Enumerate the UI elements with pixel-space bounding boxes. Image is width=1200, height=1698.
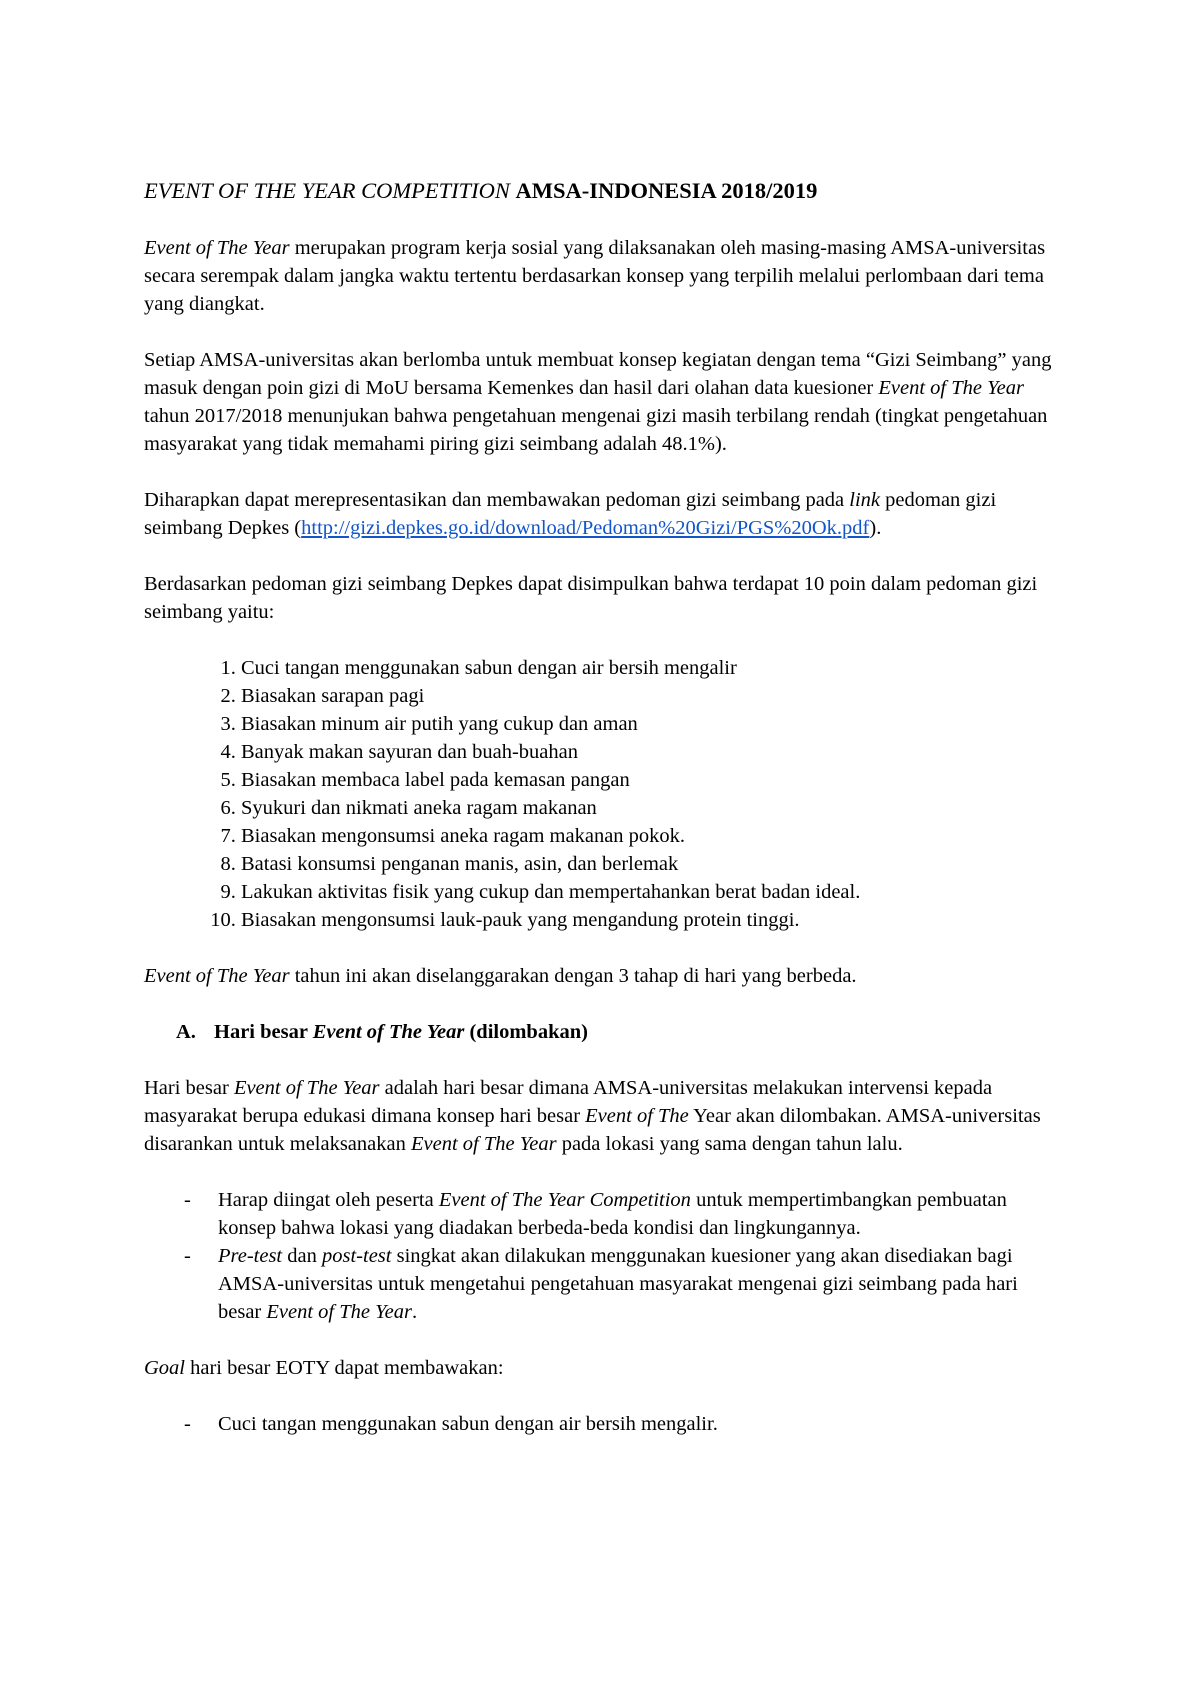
guideline-text-3: ). <box>869 517 882 539</box>
hari-besar-text-3: Year akan dilombakan. AMSA-universitas disarankan untuk melaksanakan <box>144 1105 1041 1155</box>
title-italic: EVENT OF THE YEAR COMPETITION <box>144 178 510 203</box>
list-item: 6. Syukuri dan nikmati aneka ragam makanan <box>241 794 1059 822</box>
list-item <box>144 1242 1059 1326</box>
intro-paragraph <box>144 234 1059 318</box>
stages-paragraph <box>144 962 1059 990</box>
stages-eoty: Event of The Year <box>144 965 290 987</box>
section-a-heading <box>144 1018 1059 1046</box>
hari-besar-paragraph <box>144 1074 1059 1158</box>
hari-besar-eoty-2: Event of The <box>585 1105 689 1127</box>
theme-paragraph <box>144 346 1059 458</box>
note-1-text-2: untuk mempertimbangkan pembuatan konsep bahwa lokasi yang diadakan berbeda-beda kondisi dan lingkungannya. <box>218 1189 1007 1239</box>
hari-besar-eoty-3: Event of The Year <box>410 1133 557 1155</box>
section-a-eoty: Event of The Year <box>312 1021 465 1043</box>
guideline-text-2: pedoman gizi seimbang Depkes ( <box>144 489 997 539</box>
section-a-text-1: Hari besar <box>214 1021 308 1043</box>
list-item: 10. Biasakan mengonsumsi lauk-pauk yang mengandung protein tinggi. <box>241 906 1059 934</box>
dash-bullet: - <box>184 1189 191 1211</box>
note-2-text: singkat akan dilakukan menggunakan kuesioner yang akan disediakan bagi AMSA-universitas untuk mengetahui pengetahuan masyarakat mengenai gizi seimbang pada hari besar <box>218 1245 1018 1323</box>
guideline-text-1: Diharapkan dapat merepresentasikan dan membawakan pedoman gizi seimbang pada <box>144 489 845 511</box>
goal-word: Goal <box>144 1357 185 1379</box>
intro-eoty: Event of The Year <box>144 237 290 259</box>
list-item: 2. Biasakan sarapan pagi <box>241 682 1059 710</box>
section-a-text-2: (dilombakan) <box>469 1021 588 1043</box>
list-item: 3. Biasakan minum air putih yang cukup dan aman <box>241 710 1059 738</box>
list-item <box>144 1410 1059 1438</box>
list-item: 4. Banyak makan sayuran dan buah-buahan <box>241 738 1059 766</box>
guideline-link-word: link <box>849 489 881 511</box>
guideline-paragraph <box>144 486 1059 542</box>
depkes-pdf-link[interactable]: http://gizi.depkes.go.id/download/Pedoman%20Gizi/PGS%20Ok.pdf <box>301 517 870 539</box>
theme-text-1: Setiap AMSA-universitas akan berlomba untuk membuat konsep kegiatan dengan tema “Gizi Seimbang” yang masuk dengan poin gizi di MoU bersama Kemenkes dan hasil dari olahan data kuesioner <box>144 349 1052 399</box>
gizi-seimbang-list <box>144 654 1059 934</box>
hari-besar-text-4: pada lokasi yang sama dengan tahun lalu. <box>561 1133 903 1155</box>
note-2-posttest: post-test <box>322 1245 392 1267</box>
goal-text: hari besar EOTY dapat membawakan: <box>190 1357 504 1379</box>
section-a-letter: A. <box>176 1021 196 1043</box>
title-bold: AMSA-INDONESIA 2018/2019 <box>515 178 818 203</box>
document-title <box>144 176 1059 206</box>
dash-bullet: - <box>184 1245 191 1267</box>
list-item: 7. Biasakan mengonsumsi aneka ragam makanan pokok. <box>241 822 1059 850</box>
list-item <box>144 1186 1059 1242</box>
document-page <box>144 176 1059 1466</box>
hari-besar-text-1: Hari besar <box>144 1077 229 1099</box>
summary-paragraph: Berdasarkan pedoman gizi seimbang Depkes dapat disimpulkan bahwa terdapat 10 poin dalam pedoman gizi seimbang yaitu: <box>144 573 1038 623</box>
section-a-title <box>214 1018 588 1046</box>
note-2-dan: dan <box>287 1245 317 1267</box>
goal-list <box>144 1410 1059 1438</box>
intro-text: merupakan program kerja sosial yang dilaksanakan oleh masing-masing AMSA-universitas secara serempak dalam jangka waktu tertentu berdasarkan konsep yang terpilih melalui perlombaan dari tema yang diangkat. <box>144 237 1046 315</box>
goal-item-text: Cuci tangan menggunakan sabun dengan air bersih mengalir. <box>218 1413 718 1435</box>
hari-besar-eoty-1: Event of The Year <box>233 1077 380 1099</box>
theme-eoty: Event of The Year <box>878 377 1024 399</box>
note-2-eoty: Event of The Year <box>266 1301 412 1323</box>
list-item: 9. Lakukan aktivitas fisik yang cukup dan mempertahankan berat badan ideal. <box>241 878 1059 906</box>
list-item: 5. Biasakan membaca label pada kemasan pangan <box>241 766 1059 794</box>
theme-text-2: tahun 2017/2018 menunjukan bahwa pengetahuan mengenai gizi masih terbilang rendah (tingkat pengetahuan masyarakat yang tidak memahami piring gizi seimbang adalah 48.1%). <box>144 405 1048 455</box>
notes-list <box>144 1186 1059 1326</box>
list-item: 1. Cuci tangan menggunakan sabun dengan air bersih mengalir <box>241 654 1059 682</box>
note-1-text-1: Harap diingat oleh peserta <box>218 1189 434 1211</box>
hari-besar-text-2: adalah hari besar dimana AMSA-universitas melakukan intervensi kepada masyarakat berupa edukasi dimana konsep hari besar <box>144 1077 993 1127</box>
list-item: 8. Batasi konsumsi penganan manis, asin, dan berlemak <box>241 850 1059 878</box>
stages-text: tahun ini akan diselanggarakan dengan 3 tahap di hari yang berbeda. <box>294 965 857 987</box>
note-1-italic: Event of The Year Competition <box>438 1189 691 1211</box>
note-2-pretest: Pre-test <box>218 1245 283 1267</box>
note-2-end: . <box>411 1301 418 1323</box>
goal-paragraph <box>144 1354 1059 1382</box>
dash-bullet: - <box>184 1413 191 1435</box>
